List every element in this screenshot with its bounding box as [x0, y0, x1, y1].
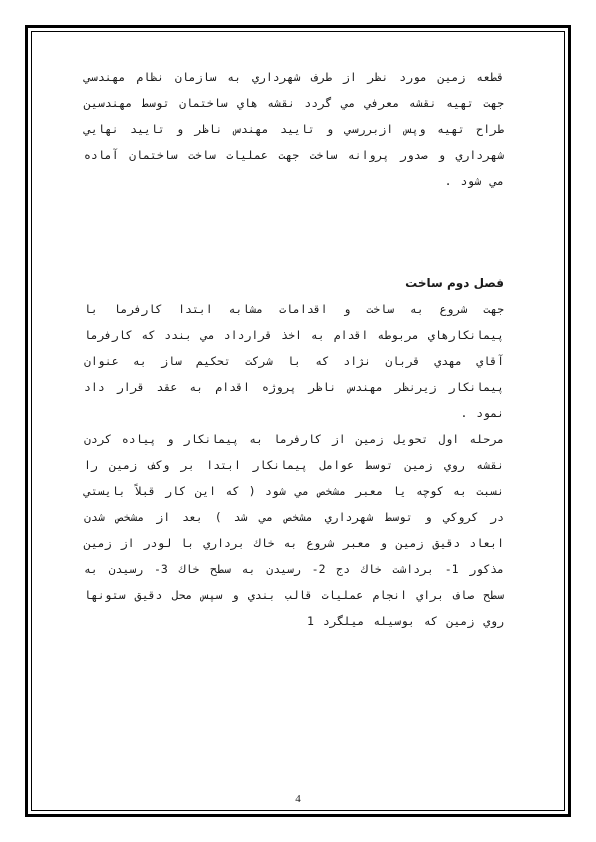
section-paragraph: جهت شروع به ساخت و اقدامات مشابه ابتدا كارفرما با پيمانكارهاي مربوطه اقدام به اخذ قرارداد مي بندد كه كارفرما آقاي مهدي قربان نژاد كه با شركت تحكيم ساز به عنوان پيمانكار زيرنظر مهندس ناظر پروژه اقدام به عقد قرار داد نمود .: [84, 302, 504, 420]
page-number: 4: [295, 793, 301, 805]
stage-paragraph: مرحله اول تحويل زمين از كارفرما به پيمانكار و پياده كردن نقشه روي زمين توسط عوامل پيمانكار ابتدا بر وكف زمين را نسبت به كوچه يا معبر مشخص مي شود ( كه اين كار قبلاً بايستي در كروكي و توسط شهرداري مشخص مي شد ) بعد از مشخص شدن ابعاد دقيق زمين و معبر شروع به خاك برداري با لودر از زمين مذكور 1- برداشت خاك دج 2- رسيدن به سطح خاك 3- رسيدن به سطح صاف براي انجام عمليات قالب بندي و سپس محل دقيق ستونها روي زمين كه بوسيله ميلگرد 1: [84, 432, 504, 628]
section-heading: فصل دوم ساخت: [405, 276, 504, 290]
document-body: [84, 64, 504, 634]
intro-paragraph: قطعه زمين مورد نظر از طرف شهرداري به سازمان نظام مهندسي جهت تهيه نقشه معرفي مي گردد نقشه هاي ساختمان توسط مهندسين طراح تهيه وپس ازبررسي و تاييد مهندس ناظر و تاييد نهايي شهرداري و صدور پروانه ساخت جهت عمليات ساخت ساختمان آماده مي شود .: [84, 70, 504, 188]
